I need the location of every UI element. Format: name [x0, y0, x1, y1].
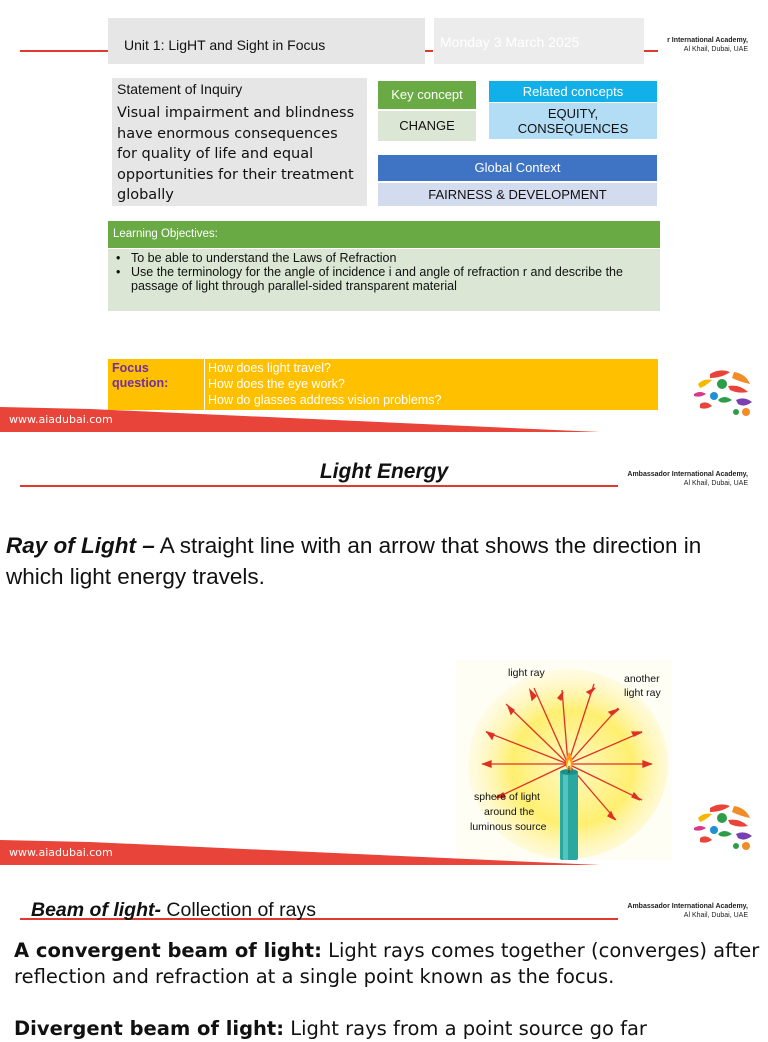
- learning-objective: • Use the terminology for the angle of incidence i and angle of refraction r and describe the passage of light through parallel-sided transparent material: [116, 265, 623, 293]
- academy-line-1: r International Academy,: [667, 37, 748, 44]
- label-sphere-2: around the: [484, 806, 535, 818]
- global-context-value: FAIRNESS & DEVELOPMENT: [378, 183, 657, 206]
- global-context-label: Global Context: [378, 155, 657, 181]
- academy-name: [627, 470, 748, 488]
- convergent-beam-definition: [14, 938, 764, 990]
- convergent-beam-text: Light rays comes together (converges) after reflection and refraction at a single point known as the focus.: [14, 939, 760, 988]
- footer-bar: [0, 840, 600, 866]
- divergent-beam-text: Light rays from a point source go far: [284, 1017, 647, 1040]
- footer-url[interactable]: www.aiadubai.com: [9, 413, 113, 426]
- focus-question: How does light travel?: [208, 361, 331, 375]
- key-concept-label: Key concept: [378, 81, 476, 109]
- label-another-2: light ray: [624, 687, 661, 699]
- key-concept-value: CHANGE: [378, 111, 476, 141]
- academy-line-2: Al Khail, Dubai, UAE: [683, 912, 748, 919]
- focus-divider: [204, 359, 205, 410]
- slide-title: Light Energy: [319, 460, 449, 483]
- beam-of-light-term: Beam of light-: [31, 899, 161, 921]
- date-text: Monday 3 March 2025: [440, 34, 580, 50]
- ray-of-light-text: A straight line with an arrow that shows the direction in which light energy travels.: [6, 533, 702, 589]
- focus-question: How do glasses address vision problems?: [208, 393, 442, 407]
- academy-name: [667, 36, 748, 54]
- related-concept-equity: EQUITY,: [547, 106, 599, 121]
- unit-title-box: [108, 18, 425, 64]
- focus-question-list: [208, 360, 441, 408]
- beam-of-light-heading: [31, 899, 316, 922]
- academy-logo-icon: [688, 366, 758, 427]
- statement-of-inquiry-text: Visual impairment and blindness have enormous consequences for quality of life and equal opportunities for their treatment globally: [117, 105, 355, 203]
- header-rule-mid: [425, 50, 433, 52]
- focus-question-label: Focus question:: [112, 361, 169, 390]
- date-box: [434, 18, 644, 64]
- ray-of-light-term: Ray of Light –: [6, 533, 155, 558]
- academy-line-2: Al Khail, Dubai, UAE: [683, 480, 748, 487]
- academy-name: [627, 902, 748, 920]
- academy-line-2: Al Khail, Dubai, UAE: [683, 46, 748, 53]
- related-concept-consequences: CONSEQUENCES: [517, 121, 629, 136]
- label-light-ray: light ray: [508, 667, 545, 679]
- header-rule: [20, 485, 618, 487]
- academy-line-1: Ambassador International Academy,: [627, 903, 748, 910]
- label-sphere-1: sphere of light: [474, 791, 540, 803]
- learning-objectives-list: [108, 249, 660, 311]
- slide-beam-of-light: [0, 865, 768, 1040]
- related-concepts-value: [489, 103, 657, 139]
- learning-objective: • To be able to understand the Laws of Refraction: [116, 251, 397, 265]
- header-rule-left: [20, 50, 108, 52]
- unit-title: Unit 1: LigHT and Sight in Focus: [124, 37, 326, 53]
- related-concepts-label: Related concepts: [489, 81, 657, 102]
- academy-logo-icon: [688, 800, 758, 861]
- footer-url[interactable]: www.aiadubai.com: [9, 846, 113, 859]
- statement-of-inquiry-box: [112, 78, 367, 206]
- light-ray-diagram: [456, 660, 672, 860]
- slide-unit-overview: [0, 0, 768, 432]
- label-sphere-3: luminous source: [470, 821, 547, 833]
- light-ray-diagram-graphic: [456, 660, 672, 860]
- beam-of-light-text: Collection of rays: [161, 899, 316, 921]
- divergent-beam-definition: [14, 1016, 764, 1042]
- learning-objectives-label: Learning Objectives:: [108, 221, 660, 248]
- academy-line-1: Ambassador International Academy,: [627, 471, 748, 478]
- ray-of-light-definition: [6, 530, 726, 592]
- convergent-beam-term: A convergent beam of light:: [14, 939, 322, 962]
- footer-bar: [0, 407, 600, 433]
- header-rule-right: [644, 50, 658, 52]
- label-another-1: another: [624, 673, 660, 685]
- statement-of-inquiry-label: Statement of Inquiry: [117, 81, 243, 97]
- divergent-beam-term: Divergent beam of light:: [14, 1017, 285, 1040]
- focus-question-box: [108, 359, 658, 410]
- slide-light-energy: [0, 432, 768, 865]
- focus-question: How does the eye work?: [208, 377, 345, 391]
